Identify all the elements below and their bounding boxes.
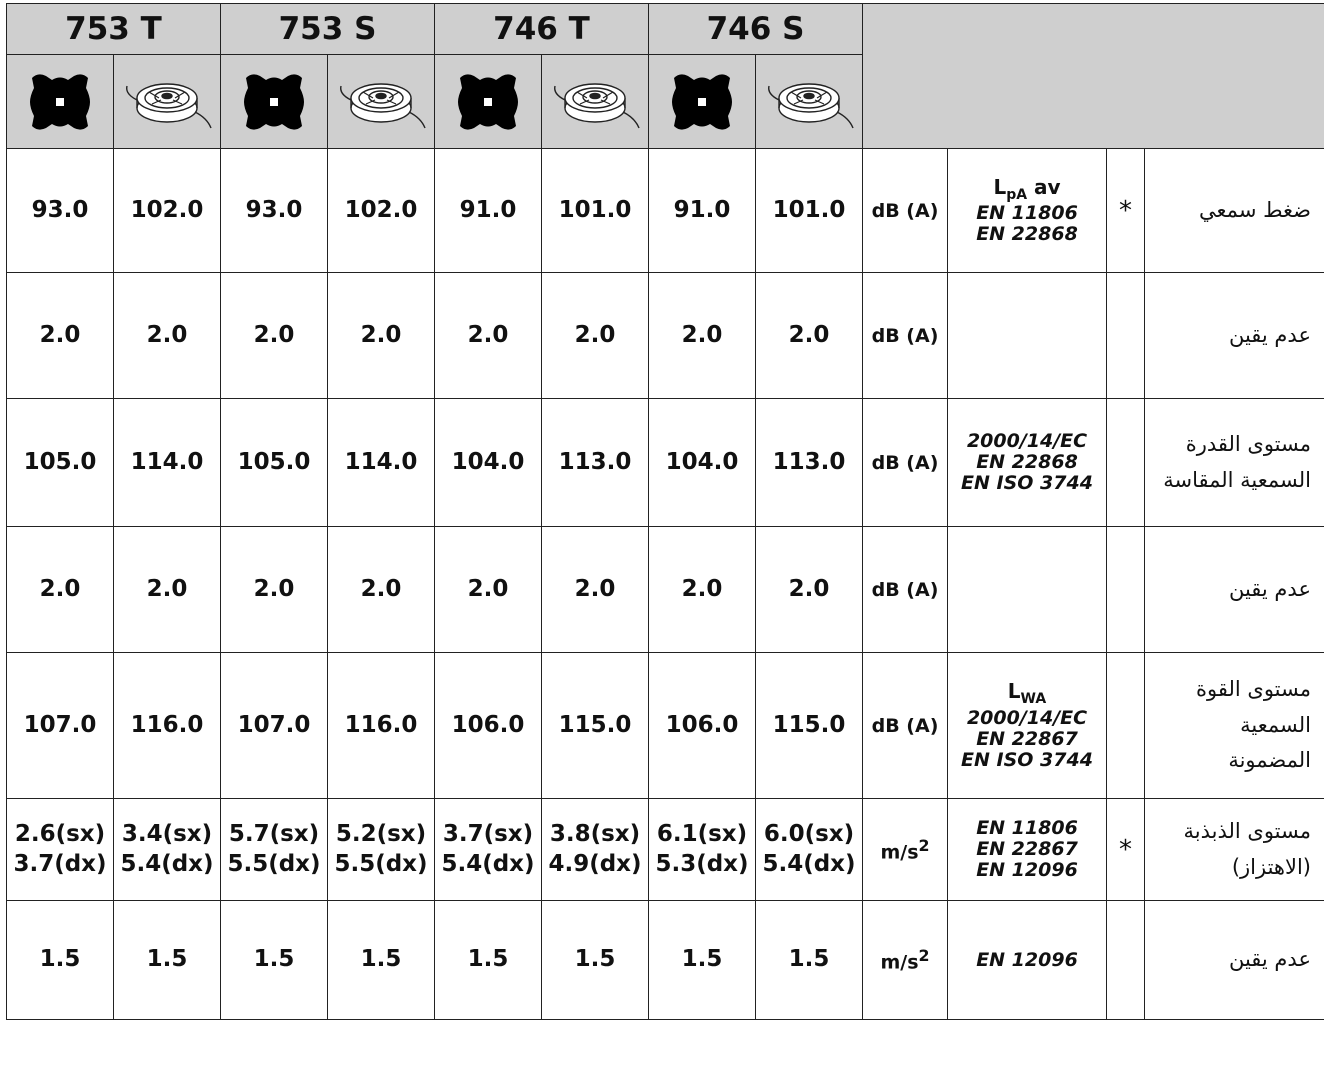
value-cell [7,799,114,901]
model-header-753t: 753 T [7,4,221,55]
value-cell [328,799,435,901]
value-cell: 2.0 [7,527,114,653]
unit-cell [863,399,948,527]
blade-cell [649,55,756,149]
symbol-label: $L_{pA}$ av [993,174,1061,203]
value-line: 3.4(sx) [121,820,213,847]
standard-cell [948,527,1107,653]
asterisk-cell [1107,273,1145,399]
unit-text: dB (A) [871,578,939,601]
standard-cell [948,653,1107,799]
value-cell: 2.0 [649,273,756,399]
standard-cell [948,399,1107,527]
row-label-line: السمعية [1240,712,1311,737]
standard-cell [948,273,1107,399]
standard-line: EN 11806 [976,202,1078,225]
value-cell: 1.5 [435,901,542,1020]
value-cell: 2.0 [435,527,542,653]
unit-cell [863,149,948,273]
value-cell: 104.0 [435,399,542,527]
symbol-label: $L_{WA}$ [1007,679,1047,708]
trimmer-head-cell [114,55,221,149]
value-line: 5.4(dx) [441,850,535,877]
unit-cell [863,527,948,653]
row-label [1145,399,1324,527]
trimmer-head-icon [547,66,643,138]
value-cell: 2.0 [542,527,649,653]
value-line: 6.1(sx) [656,820,748,847]
value-cell: 91.0 [649,149,756,273]
value-cell: 102.0 [114,149,221,273]
row-label [1145,653,1324,799]
value-line: 5.5(dx) [334,850,428,877]
row-label: عدم يقين [1145,901,1324,1020]
unit-text: dB (A) [871,324,939,347]
model-header-753s: 753 S [221,4,435,55]
unit-superscript: 2 [918,946,930,966]
standard-line: EN 22868 [976,223,1078,246]
value-line: 3.7(sx) [442,820,534,847]
value-cell: 2.0 [114,273,221,399]
blade-icon [12,66,108,138]
value-cell: 2.0 [221,527,328,653]
standard-line: 2000/14/EC [966,430,1088,453]
unit-superscript: 2 [918,835,930,855]
value-cell: 115.0 [756,653,863,799]
unit-text: m/s [880,841,919,864]
value-cell: 91.0 [435,149,542,273]
trimmer-head-cell [328,55,435,149]
value-cell: 2.0 [328,527,435,653]
standard-line: 2000/14/EC [966,706,1088,729]
value-line: 5.7(sx) [228,820,320,847]
value-cell: 107.0 [7,653,114,799]
row-label-line: المضمونة [1228,748,1311,773]
value-cell: 93.0 [221,149,328,273]
standard-line: EN 22868 [976,451,1078,474]
standard-cell [948,901,1107,1020]
blade-icon [226,66,322,138]
table-row [7,149,1324,273]
value-cell: 101.0 [756,149,863,273]
row-label-line: مستوى الذبذبة [1183,818,1311,843]
standard-line: EN 22867 [976,727,1078,750]
value-line: 3.8(sx) [549,820,641,847]
standard-line: EN ISO 3744 [961,748,1093,771]
row-label-line: السمعية المقاسة [1163,467,1311,492]
value-line: 5.3(dx) [655,850,749,877]
unit-cell [863,799,948,901]
trimmer-head-cell [542,55,649,149]
value-cell: 1.5 [221,901,328,1020]
model-header-746t: 746 T [435,4,649,55]
value-cell: 2.0 [542,273,649,399]
standard-line: EN 12096 [976,858,1078,881]
value-line: 5.5(dx) [227,850,321,877]
value-line: 5.4(dx) [120,850,214,877]
value-cell [114,799,221,901]
value-cell [756,799,863,901]
model-header-746s: 746 S [649,4,863,55]
value-cell [221,799,328,901]
value-cell: 2.0 [7,273,114,399]
standard-line: EN 11806 [976,817,1078,840]
standard-line: EN ISO 3744 [961,471,1093,494]
value-cell: 93.0 [7,149,114,273]
value-cell: 1.5 [7,901,114,1020]
standard-line: EN 22867 [976,838,1078,861]
table-row [7,527,1324,653]
standard-line: EN 12096 [976,948,1078,971]
value-cell: 106.0 [435,653,542,799]
asterisk-cell: * [1107,799,1145,901]
value-cell [542,799,649,901]
value-line: 3.7(dx) [13,850,107,877]
unit-cell [863,901,948,1020]
row-label-line: مستوى القدرة [1185,431,1311,456]
value-cell: 2.0 [756,527,863,653]
value-line: 4.9(dx) [548,850,642,877]
value-cell: 105.0 [7,399,114,527]
trimmer-head-icon [333,66,429,138]
table-row [7,799,1324,901]
blade-cell [7,55,114,149]
value-cell: 2.0 [649,527,756,653]
table-row [7,901,1324,1020]
blade-cell [435,55,542,149]
table-row [7,653,1324,799]
unit-cell [863,653,948,799]
value-cell: 113.0 [542,399,649,527]
value-cell: 106.0 [649,653,756,799]
value-cell: 2.0 [221,273,328,399]
unit-text: m/s [880,951,919,974]
row-label: ضغط سمعي [1145,149,1324,273]
value-cell: 2.0 [114,527,221,653]
asterisk-cell [1107,399,1145,527]
asterisk-cell: * [1107,149,1145,273]
trimmer-head-icon [119,66,215,138]
value-cell: 105.0 [221,399,328,527]
value-line: 6.0(sx) [763,820,855,847]
blade-cell [221,55,328,149]
unit-text: dB (A) [871,451,939,474]
value-cell: 116.0 [328,653,435,799]
value-cell [435,799,542,901]
value-cell [649,799,756,901]
value-line: 2.6(sx) [14,820,106,847]
value-cell: 2.0 [328,273,435,399]
value-cell: 1.5 [328,901,435,1020]
value-cell: 114.0 [328,399,435,527]
row-label: عدم يقين [1145,273,1324,399]
blade-icon [440,66,536,138]
value-cell: 113.0 [756,399,863,527]
blade-icon [654,66,750,138]
asterisk-cell [1107,527,1145,653]
standard-cell [948,149,1107,273]
value-line: 5.2(sx) [335,820,427,847]
value-line: 5.4(dx) [762,850,856,877]
value-cell: 101.0 [542,149,649,273]
noise-vibration-spec-table [6,3,1324,1020]
value-cell: 102.0 [328,149,435,273]
value-cell: 104.0 [649,399,756,527]
value-cell: 2.0 [435,273,542,399]
asterisk-cell [1107,653,1145,799]
trimmer-head-icon [761,66,857,138]
value-cell: 107.0 [221,653,328,799]
asterisk-cell [1107,901,1145,1020]
value-cell: 2.0 [756,273,863,399]
header-blank-area [863,4,1324,149]
trimmer-head-cell [756,55,863,149]
value-cell: 114.0 [114,399,221,527]
value-cell: 1.5 [542,901,649,1020]
value-cell: 1.5 [756,901,863,1020]
value-cell: 1.5 [649,901,756,1020]
value-cell: 116.0 [114,653,221,799]
unit-text: dB (A) [871,199,939,222]
table-row [7,273,1324,399]
row-label [1145,799,1324,901]
unit-text: dB (A) [871,714,939,737]
standard-cell [948,799,1107,901]
row-label: عدم يقين [1145,527,1324,653]
value-cell: 1.5 [114,901,221,1020]
value-cell: 115.0 [542,653,649,799]
row-label-line: مستوى القوة [1196,676,1311,701]
table-row [7,399,1324,527]
unit-cell [863,273,948,399]
row-label-line: (الاهتزاز) [1231,854,1311,879]
